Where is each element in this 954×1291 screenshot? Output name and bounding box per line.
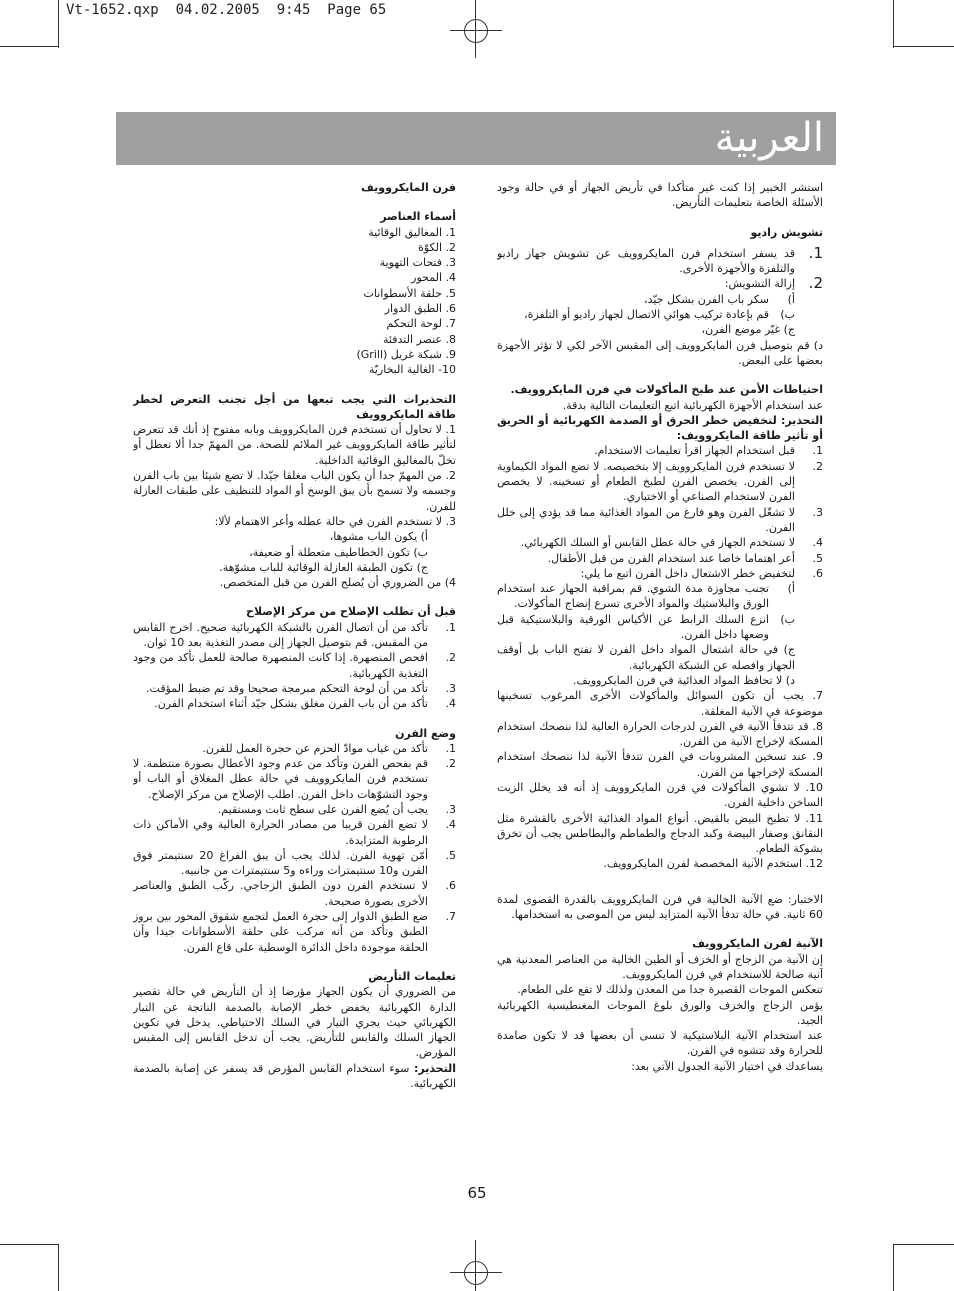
list-item: 2. قم بفحص الفرن وتأكد من عدم وجود الأعطال بصورة منتظمة. لا تستخدم فرن المايكروويف في حالة عطل المغلاق أو الباب أو وجود التشوّهات داخل الفرن. اطلب الإصلاح من مركز الإصلاح.	[133, 757, 456, 801]
list-item: ج) في حالة اشتعال المواد داخل الفرن لا تفتح الباب بل أوقف الجهاز وافصله عن الشبكة الكهربائية.	[497, 643, 795, 672]
left-column	[133, 180, 456, 1205]
grounding-paragraph: من الضروري أن يكون الجهاز مؤرضا إذ أن التأريض في حالة تقصير الدارة الكهربائية يخفض خطر الإصابة بالصدمة الناتجة عن التيار الكهربائي حيث يجري التيار في السلك الاحتياطي. يدخل في تكوين الجهاز السلك والقابس للتأريض. يجب أن تدخل القابس إلى المقبس المؤرض.	[133, 985, 456, 1060]
list-item: 4) من الضروري أن يُصلح الفرن من قبل المتخصص.	[219, 576, 456, 590]
list-item: ب) تكون الخطاطيف متعطلة أو ضعيفة،	[249, 545, 428, 559]
list-item: 3. لا تستخدم الفرن في حالة عطله وأعر الاهتمام لألا:	[214, 514, 456, 528]
list-item: 10. لا تشوي المأكولات في فرن المايكروويف إذ أنه قد يخلل الزيت الساخن داخلية الفرن.	[497, 780, 823, 810]
list-item: ب) انزع السلك الرابط عن الأكياس الورقية والبلاستيكية قبل وضعها داخل الفرن.	[497, 612, 795, 642]
safety-warning: التحذير: لتخفيض خطر الحرق أو الصدمة الكهربائية أو الحريق أو تأثير طاقة المايكروويف:	[497, 413, 823, 443]
list-item: 9. شبكة غريل (Grill)	[356, 347, 456, 361]
list-item: 2. افحص المنصهرة. إذا كانت المنصهرة صالحة للعمل تأكد من وجود التغذية الكهربائية.	[133, 651, 456, 680]
list-item: 4. المحور	[411, 271, 456, 285]
paragraph: يؤمن الزجاج والخزف والورق بلوغ الموجات المغنطيسية الكهربائية الجيد.	[497, 998, 823, 1027]
right-column	[497, 180, 823, 1200]
list-item: د) لا تحافظ المواد الغذائية في فرن المايكروويف.	[572, 673, 795, 687]
list-item: ب) قم بإعادة تركيب هوائي الاتصال لجهاز راديو أو التلفزة،	[524, 308, 795, 322]
list-item: 2. من المهمّ جدا أن يكون الباب مغلقا جيّدا. لا تضع شيئا بين باب الفرن وجسمه ولا تسمح بأن يبق الوسخ أو المواد للتنظيف على طبقات العازلة للفرن.	[133, 469, 456, 513]
banner-title: العربية	[714, 115, 824, 161]
page-number: 65	[467, 1184, 487, 1202]
radio-interference-heading: تشويش راديو	[750, 225, 823, 239]
list-item: 8. قد تتدفأ الآنية في الفرن لدرجات الحرارة العالية لذا ننصحك استخدام المسكة لإخراج الآنية من الفرن.	[497, 719, 823, 749]
paragraph: تنعكس الموجات القصيرة جدا من المعدن ولذلك لا تقع على الطعام.	[517, 983, 823, 997]
list-item: 3. لا تشغّل الفرن وهو فارغ من المواد الغذائية مما قد يؤدي إلى خلل الفرن.	[497, 505, 823, 534]
list-item: أ) تجنب مجاوزة مدة الشوي. قم بمراقبة الجهاز عند استخدام الورق والبلاستيك والمواد الأخرى تسرع إنضاج المأكولات.	[497, 582, 795, 611]
list-item: 1. لا تحاول أن تستخدم فرن المايكروويف وبابه مفتوح إذ أنك قد تتعرض لتأثير طاقة المايكروويف غير الملائم للصحة. من المهمّ جدا ألا تعطل أو تخلّ بالمغاليق الوقائية الداخلية.	[133, 423, 456, 467]
list-item: ج) تكون الطبقة العازلة الوقائية للباب مشوّهة.	[219, 560, 428, 574]
list-item: 5. أمّن تهوية الفرن. لذلك يجب أن يبق الفراغ 20 سنتيمتر فوق الفرن و10 سنتيمترات وراءه و5 سنتيمترات من جانبيه.	[133, 848, 456, 878]
paragraph: عند استخدام الآنية البلاستيكية لا تنسى أن بعضها قد لا تكون صامدة للحرارة وقد تتشوه في الفرن.	[497, 1029, 823, 1058]
list-item: ج) غيّر موضع الفرن،	[701, 323, 795, 337]
before-repair-heading: قبل أن تطلب الإصلاح من مركز الإصلاح	[246, 605, 456, 619]
list-item: 7. ضع الطبق الدوار إلى حجرة العمل لتجمع شقوق المحور بين بروز الطبق وتأكد من أنه مركب على حلقة الأسطوانات جيدا وأن الحلقة موجودة داخل الدائرة الوسطية على قاع الفرن.	[133, 910, 456, 954]
list-item: 11. لا تطبخ البيض بالقيض. أنواع المواد الغذائية الأخرى بالقشرة مثل النقانق وصفار البيضة وكبد الدجاج والطماطم والبطاطس يجب أن تخرق بشوكة الطعام.	[497, 811, 823, 856]
list-item: 8. عنصر التدفئة	[383, 332, 456, 346]
list-item: 10- الغالية البخاريّة	[368, 363, 456, 377]
list-item: أ) سكر باب الفرن بشكل جيّد،	[644, 292, 795, 306]
list-item: 5. حلقة الأسطوانات	[363, 286, 456, 300]
paragraph: يساعدك في اختيار الآنية الجدول الآتي بعد:	[631, 1059, 823, 1073]
list-item: د) قم بتوصيل فرن المايكروويف إلى المقبس الآخر لكي لا تؤثر الأجهزة بعضها على البعض.	[497, 338, 823, 367]
list-item: 1. تأكد من أن اتصال الفرن بالشبكة الكهربائية صحيح. اخرج القابس من المقبس. قم بتوصيل الجهاز إلى مصدر التغذية بعد 10 ثوان.	[133, 620, 456, 650]
list-item: 2. إزالة التشويش:	[724, 274, 823, 293]
list-item: 4. تأكد من أن باب الفرن مغلق بشكل جيّد أثناء استخدام الفرن.	[154, 697, 456, 711]
grounding-expert-note: استشر الخبير إذا كنت غير متأكدا في تأريض الجهاز أو في حالة وجود الأسئلة الخاصة بتعليمات التأريض.	[497, 181, 823, 210]
dish-test-note: الاختبار: ضع الآنية الخالية في فرن المايكروويف بالقدرة القصوى لمدة 60 ثانية. في حالة تدفأ الآنية المتزايد ليس من الموصى به استخدامها.	[497, 892, 823, 922]
list-item: 6. لتخفيض خطر الاشتعال داخل الفرن اتبع ما يلي:	[580, 566, 823, 580]
list-item: 6. لا تستخدم الفرن دون الطبق الزجاجي. ركّب الطبق والعناصر الأخرى بصورة صحيحة.	[133, 879, 456, 908]
precautions-heading: التحذيرات التي يجب تبعها من أجل تجنب التعرض لخطر طاقة المايكروويف	[133, 392, 456, 421]
oven-heading: فرن المايكروويف	[361, 181, 456, 194]
list-item: 12. استخدم الآنية المخصصة لفرن المايكروويف.	[603, 857, 823, 871]
list-item: 2. الكوّة	[418, 240, 456, 254]
grounding-heading: تعليمات التأريض	[368, 969, 456, 983]
list-item: 4. لا تستخدم الجهاز في حالة عطل القابس أو السلك الكهربائي.	[520, 536, 823, 550]
language-banner	[116, 112, 836, 165]
safety-intro: عند استخدام الأجهزة الكهربائية اتبع التعليمات التالية بدقة.	[562, 398, 823, 412]
placement-heading: وضع الفرن	[395, 726, 456, 740]
printer-slug: Vt-1652.qxp 04.02.2005 9:45 Page 65	[66, 2, 387, 18]
list-item: 3. فتحات التهوية	[379, 256, 456, 270]
list-item: 1. قبل استخدام الجهاز اقرأ تعليمات الاستخدام.	[594, 444, 823, 458]
list-item: أ) يكون الباب مشوها،	[329, 530, 428, 544]
list-item: 3. يجب أن يُضع الفرن على سطح ثابت ومستقيم.	[217, 802, 456, 816]
list-item: 6. الطبق الدوار	[384, 302, 456, 316]
list-item: 4. لا تضع الفرن قريبا من مصادر الحرارة العالية وفي الأماكن ذات الرطوبة المتزايدة.	[133, 818, 456, 847]
list-item: 2. لا تستخدم فرن المايكروويف إلا بتخصيصه. لا تضع المواد الكيماوية إلى الفرن. يخصص الفرن لطبخ الطعام أو تسخينه. لا يخصص الفرن لاستخدام الصناعي أو الاختباري.	[497, 459, 823, 504]
parts-heading: أسماء العناصر	[380, 210, 456, 224]
safety-heading: احتياطات الأمن عند طبخ المأكولات في فرن المايكروويف.	[510, 383, 823, 397]
list-item: 3. تأكد من أن لوحة التحكم مبرمجة صحيحا وقد تم ضبط المؤقت.	[146, 681, 456, 695]
list-item: 7. يجب أن تكون السوائل والمأكولات الأخرى المرغوب تسخينها موضوعة في الآنية المغلقة.	[497, 689, 823, 718]
list-item: 5. أعر اهتماما خاصا عند استخدام الفرن من قبل الأطفال.	[547, 551, 823, 565]
microwave-dishes-heading: الآنية لفرن المايكروويف	[692, 937, 823, 951]
list-item: 9. عند تسخين المشروبات في الفرن تتدفأ الآنية لذا ننصحك استخدام المسكة لإخراجها من الفرن.	[497, 750, 823, 779]
list-item: 7. لوحة التحكم	[386, 317, 456, 331]
grounding-warning: التحذير: سوء استخدام القابس المؤرض قد يسفر عن إصابة بالصدمة الكهربائية.	[133, 1061, 456, 1091]
list-item: 1. تأكد من غياب موادّ الحزم عن حجرة العمل للفرن.	[202, 741, 456, 755]
list-item: 1. قد يسفر استخدام فرن المايكروويف عن تشويش جهاز راديو والتلفزة والأجهزة الأخرى.	[497, 243, 823, 276]
paragraph: إن الآنية من الزجاج أو الخزف أو الطين الخالية من العناصر المعدنية هي آنية صالحة للاستخدام في فرن المايكروويف.	[497, 952, 823, 981]
list-item: 1. المغاليق الوقائية	[368, 225, 456, 239]
